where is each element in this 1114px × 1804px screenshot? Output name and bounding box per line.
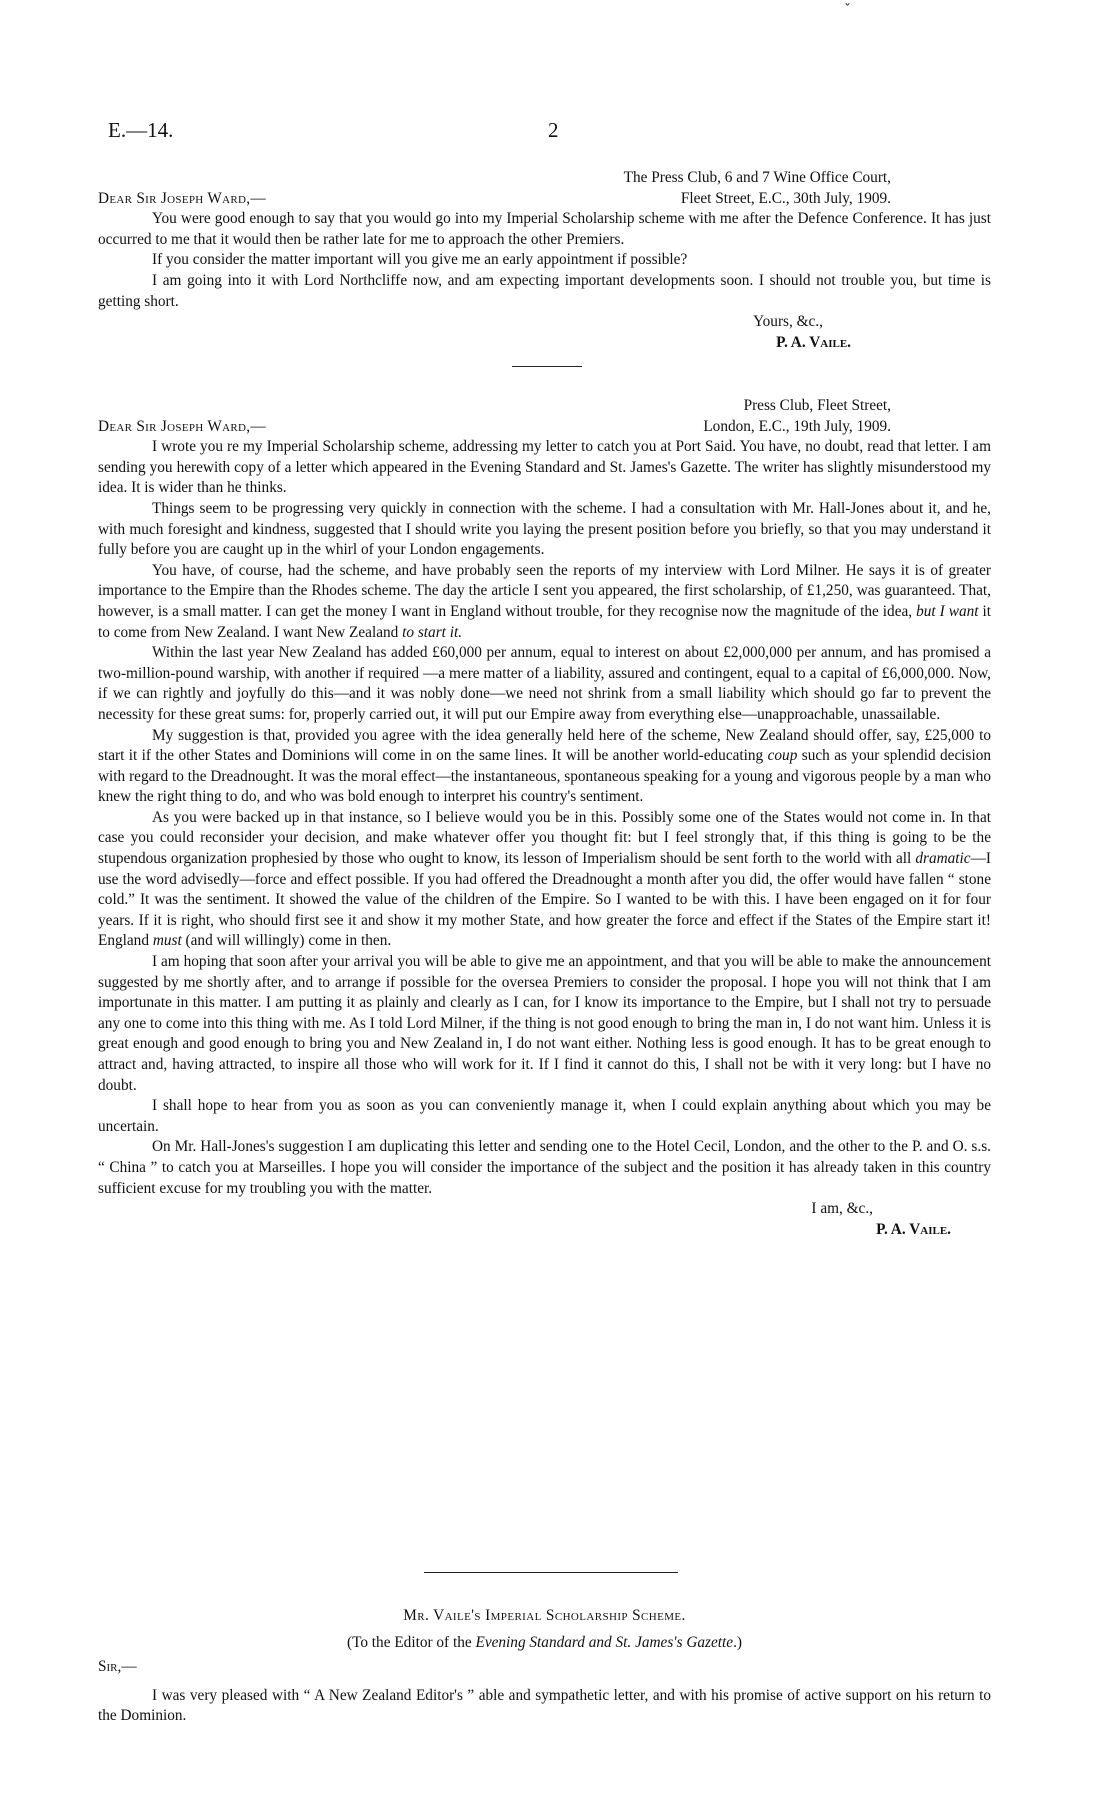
letter-1-paragraph: You were good enough to say that you would go into my Imperial Scholarship scheme with me after the Defence Conference. It has just occurred to me that it would then be rather late for me to approach the other Premiers. <box>98 210 991 248</box>
letter-2-closing: I am, &c., <box>811 1200 873 1218</box>
divider-rule <box>424 1572 678 1573</box>
text-run: (To the Editor of the <box>346 1633 472 1651</box>
section-subtitle <box>98 1633 991 1654</box>
emphasis: coup <box>767 747 798 765</box>
letter-2-address <box>98 396 991 417</box>
letter-1-paragraph: If you consider the matter important will you give me an early appointment if possible? <box>152 251 688 269</box>
corner-mark: ˇ <box>844 2 851 18</box>
section-paragraph: I was very pleased with “ A New Zealand Editor's ” able and sympathetic letter, and with his promise of active support on his return to the Dominion. <box>98 1686 991 1725</box>
letter-2-address-line1: Press Club, Fleet Street, <box>743 397 891 414</box>
text-run: As you were backed up in that instance, so I believe would you be in this. Possibly some one of the States would not come in. In that case you could reconsider your decision, and make whatever offer you thought fit: but I feel strongly that, if this thing is going to be the stupendous organization prophesied by those who ought to know, its lesson of Imperialism should be sent forth to the world with all <box>98 808 991 868</box>
letter-2-salutation: Dear Sir Joseph Ward,— <box>98 417 266 435</box>
page-header <box>108 118 1006 148</box>
letter-1-salutation-row <box>98 189 991 210</box>
letter-2-paragraph: Things seem to be progressing very quickly in connection with the scheme. I had a consultation with Mr. Hall-Jones about it, and he, with much foresight and kindness, suggested that I should write you laying the present position before you briefly, so that you may understand it fully before you are caught up in the whirl of your London engagements. <box>98 499 991 559</box>
letter-2 <box>98 396 991 1240</box>
letter-2-paragraph: I wrote you re my Imperial Scholarship scheme, addressing my letter to catch you at Port Said. You have, no doubt, read that letter. I am sending you herewith copy of a letter which appeared in the Evening Standard and St. James's Gazette. The writer has slightly misunderstood my idea. It is wider than he thinks. <box>98 438 991 497</box>
document-reference: E.—14. <box>108 118 174 142</box>
reprinted-letter <box>98 1606 991 1727</box>
page-number: 2 <box>548 118 559 142</box>
letter-2-signature: P. A. Vaile. <box>876 1220 951 1238</box>
letter-1-salutation: Dear Sir Joseph Ward,— <box>98 189 266 207</box>
text-run: My suggestion is that, provided you agree with the idea generally held here of the scheme, New Zealand should offer, say, £25,000 to start it if the other States and Dominions will come in on the same lines. It will be another world-educating <box>98 726 991 765</box>
letter-2-paragraph: Within the last year New Zealand has added £60,000 per annum, equal to interest on about £2,000,000 per annum, and has promised a two-million-pound warship, with another if required —a mere matter of a liability, assured and contingent, equal to a capital of £6,000,000. Now, if we can rightly and joyfully do this—and it was nobly done—we need not shrink from a small liability which should go far to prevent the necessity for these great sums: for, properly carried out, it will put our Empire away from everything else—unapproachable, unassailable. <box>98 644 991 723</box>
letter-1 <box>98 168 991 353</box>
text-run: such as your splendid decision with regard to the Dreadnought. It was the moral effect—the instantaneous, spontaneous speaking for a young and vigorous people by a man who knew the right thing to do, and who was bold enough to interpret his country's sentiment. <box>98 747 992 806</box>
newspaper-name: Evening Standard and St. James's Gazette <box>475 1633 734 1651</box>
text-run: .) <box>733 1633 743 1651</box>
divider-rule <box>512 366 582 367</box>
section-title: Mr. Vaile's Imperial Scholarship Scheme. <box>403 1607 686 1624</box>
letter-1-address-line1: The Press Club, 6 and 7 Wine Office Court, <box>623 169 891 186</box>
letter-1-paragraph: I am going into it with Lord Northcliffe now, and am expecting important developments soon. I should not trouble you, but time is getting short. <box>98 271 991 310</box>
letter-2-salutation-row <box>98 417 991 438</box>
letter-1-closing: Yours, &c., <box>753 313 823 331</box>
emphasis: to start it. <box>402 623 463 641</box>
emphasis: but I want <box>916 602 979 620</box>
text-run: (and will willingly) come in then. <box>185 932 392 950</box>
emphasis: dramatic <box>915 850 971 868</box>
text-run: it to come from New Zealand. I want New Zealand <box>98 602 991 641</box>
emphasis: must <box>152 932 182 950</box>
text-run: You have, of course, had the scheme, and have probably seen the reports of my interview with Lord Milner. He says it is of greater importance to the Empire than the Rhodes scheme. The day the article I sent you appeared, the first scholarship, of £1,250, was guaranteed. That, however, is a small matter. I can get the money I want in England without trouble, for they recognise now the magnitude of the idea, <box>98 561 991 620</box>
letter-1-signature: P. A. Vaile. <box>776 333 851 351</box>
letter-2-paragraph <box>98 808 991 952</box>
letter-2-paragraph <box>98 726 991 808</box>
letter-2-paragraph: On Mr. Hall-Jones's suggestion I am duplicating this letter and sending one to the Hotel Cecil, London, and the other to the P. and O. s.s. “ China ” to catch you at Marseilles. I hope you will consider the importance of the subject and the position it has already taken in this country sufficient excuse for my troubling you with the matter. <box>98 1138 991 1197</box>
letter-1-address-line2: Fleet Street, E.C., 30th July, 1909. <box>680 189 891 207</box>
letter-2-paragraph: I shall hope to hear from you as soon as you can conveniently manage it, when I could explain anything about which you may be uncertain. <box>98 1097 991 1135</box>
letter-2-paragraph <box>98 561 991 643</box>
letter-1-address <box>98 168 991 189</box>
section-salutation: Sir,— <box>98 1658 137 1676</box>
letter-2-address-line2: London, E.C., 19th July, 1909. <box>703 417 891 435</box>
text-run: —I use the word advisedly—force and effect possible. If you had offered the Dreadnought a month after you did, the offer would have fallen “ stone cold.” It was the sentiment. It showed the value of the children of the Empire. So I wanted to be with this. I have been engaged on it for four years. If it is right, who should first see it and show it my mother State, and how greater the force and effect if the States of the Empire start it! England <box>98 850 991 950</box>
letter-2-paragraph: I am hoping that soon after your arrival you will be able to give me an appointment, and that you will be able to make the announcement suggested by me shortly after, and to arrange if possible for the oversea Premiers to consider the proposal. I hope you will not think that I am importunate in this matter. I am putting it as plainly and clearly as I can, for I know its importance to the Empire, but I shall not try to persuade any one to come into this thing with me. As I told Lord Milner, if the thing is not good enough to bring the man in, I do not want him. Unless it is great enough and good enough to bring you and New Zealand in, I do not want either. Nothing less is good enough. It has to be great enough to attract and, having attracted, to inspire all those who will work for it. If I find it cannot do this, I shall not be with it very long: but I have no doubt. <box>98 953 991 1094</box>
